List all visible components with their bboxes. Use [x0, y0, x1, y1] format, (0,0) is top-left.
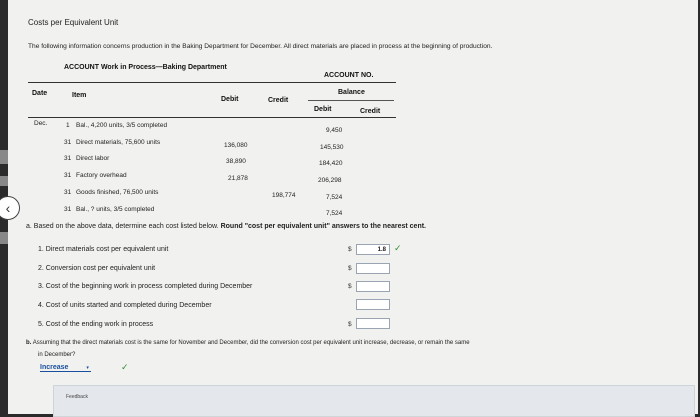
select-value: Increase	[40, 364, 69, 371]
row-debit: 21,878	[228, 175, 248, 182]
question-label: 3. Cost of the beginning work in process completed during December	[38, 283, 253, 290]
row-item: Factory overhead	[76, 172, 127, 179]
question-label: 5. Cost of the ending work in process	[38, 321, 154, 328]
row-item: Bal., ? units, 3/5 completed	[76, 206, 155, 213]
currency-symbol: $	[348, 321, 352, 328]
chevron-down-icon: ▾	[86, 365, 89, 371]
header-bottom-rule	[28, 117, 396, 118]
worksheet-page	[5, 0, 698, 414]
direct-materials-input[interactable]: 1.8	[356, 244, 390, 255]
check-icon: ✓	[394, 243, 402, 253]
col-debit: Debit	[221, 96, 239, 103]
row-credit: 198,774	[272, 192, 296, 199]
row-day: 31	[64, 139, 72, 146]
chevron-left-icon: ‹	[5, 200, 11, 216]
row-day: 1	[66, 122, 70, 129]
col-balance-credit: Credit	[360, 108, 381, 115]
part-b-question-line2: in December?	[38, 352, 76, 358]
question-label: 2. Conversion cost per equivalent unit	[38, 265, 156, 272]
part-b-label: b.	[26, 340, 32, 346]
increase-decrease-select[interactable]	[40, 364, 91, 372]
currency-symbol: $	[348, 265, 352, 272]
part-a-prompt	[26, 223, 426, 230]
col-credit: Credit	[268, 97, 289, 104]
row-debit: 38,890	[226, 158, 246, 165]
col-date: Date	[32, 90, 48, 97]
row-balance-debit: 206,298	[318, 177, 342, 184]
beginning-wip-input[interactable]	[356, 281, 390, 292]
col-balance: Balance	[338, 89, 365, 96]
row-item: Bal., 4,200 units, 3/5 completed	[76, 122, 168, 129]
row-balance-debit: 184,420	[319, 160, 343, 167]
row-item: Direct labor	[76, 155, 110, 162]
col-item: Item	[72, 92, 87, 99]
page-title: Costs per Equivalent Unit	[28, 18, 119, 27]
row-balance-debit: 9,450	[326, 127, 343, 134]
row-day: 31	[64, 206, 72, 213]
account-number-label: ACCOUNT NO.	[324, 72, 374, 79]
conversion-cost-input[interactable]	[356, 263, 390, 274]
currency-symbol: $	[348, 246, 352, 253]
feedback-button[interactable]: Feedback	[66, 394, 88, 400]
check-icon: ✓	[121, 362, 129, 372]
row-day: 31	[64, 155, 72, 162]
question-label: 1. Direct materials cost per equivalent unit	[38, 246, 169, 253]
row-day: 31	[64, 189, 72, 196]
feedback-panel	[53, 385, 695, 417]
row-day: 31	[64, 172, 72, 179]
question-label: 4. Cost of units started and completed during December	[38, 302, 212, 309]
part-a-prompt-prefix: a. Based on the above data, determine each cost listed below.	[26, 223, 219, 230]
col-balance-debit: Debit	[314, 106, 332, 113]
balance-rule	[308, 100, 394, 101]
row-balance-debit: 7,524	[326, 210, 343, 217]
part-b-question	[26, 340, 470, 346]
month-label: Dec.	[34, 120, 48, 127]
scroll-track	[0, 150, 8, 164]
started-completed-input[interactable]	[356, 299, 390, 310]
account-title: ACCOUNT Work in Process—Baking Department	[64, 64, 227, 71]
row-item: Direct materials, 75,600 units	[76, 139, 161, 146]
currency-symbol: $	[348, 283, 352, 290]
ending-wip-input[interactable]	[356, 318, 390, 329]
intro-text: The following information concerns production in the Baking Department for December. All direct materials are placed in process at the beginning of production.	[28, 43, 493, 50]
scroll-track	[0, 176, 8, 186]
part-b-question-line1: Assuming that the direct materials cost is the same for November and December, did the conversion cost per equivalent unit increase, decrease, or remain the same	[32, 340, 470, 346]
part-a-prompt-rounding: Round "cost per equivalent unit" answers to the nearest cent.	[220, 223, 426, 230]
ledger-top-rule	[28, 82, 396, 83]
row-debit: 136,080	[224, 142, 248, 149]
row-item: Goods finished, 76,500 units	[76, 189, 159, 196]
row-balance-debit: 145,530	[320, 144, 344, 151]
scroll-track	[0, 232, 8, 244]
row-balance-debit: 7,524	[326, 194, 343, 201]
